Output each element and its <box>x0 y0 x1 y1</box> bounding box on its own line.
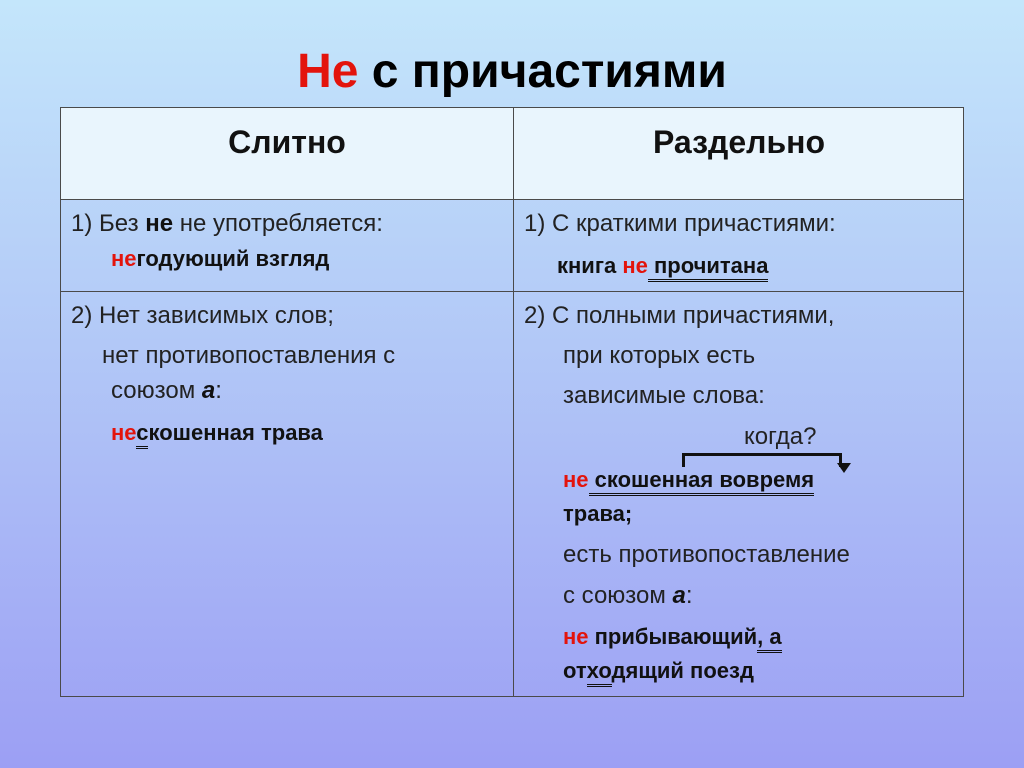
table-divider <box>61 199 963 200</box>
left-example-2: нескошенная трава <box>111 418 323 448</box>
table-divider <box>61 291 963 292</box>
left-example-1: негодующий взгляд <box>111 246 330 271</box>
header-together: Слитно <box>228 124 346 160</box>
header-separate: Раздельно <box>653 124 825 160</box>
title-particle: Не <box>297 45 359 98</box>
right-example-2-cont: трава; <box>563 501 633 526</box>
right-rule-1: 1) С краткими причастиями: <box>524 210 836 237</box>
right-rule-2-line3: зависимые слова: <box>563 382 765 409</box>
slide-title <box>0 44 1024 99</box>
right-example-3-cont: отходящий поезд <box>563 656 754 686</box>
title-rest: с причастиями <box>371 45 727 98</box>
table-column-divider <box>513 108 514 696</box>
left-rule-1: 1) Без не не употребляется: <box>71 210 383 237</box>
question-label: когда? <box>744 423 817 450</box>
left-rule-2-line2: нет противопоставления с <box>102 342 396 369</box>
right-example-2: не скошенная вовремя <box>563 465 814 495</box>
right-rule-2-line1: 2) С полными причастиями, <box>524 302 835 329</box>
left-rule-2-line3: союзом а: <box>111 377 222 404</box>
left-rule-2-line1: 2) Нет зависимых слов; <box>71 302 334 329</box>
right-example-1: книга не прочитана <box>557 251 768 281</box>
right-example-3: не прибывающий, а <box>563 622 782 652</box>
right-rule-2-line2: при которых есть <box>563 342 756 369</box>
right-rule-2-line5: с союзом а: <box>563 582 693 609</box>
right-rule-2-line4: есть противопоставление <box>563 541 850 568</box>
rules-table <box>60 107 964 697</box>
arrow-down-icon <box>837 463 851 473</box>
